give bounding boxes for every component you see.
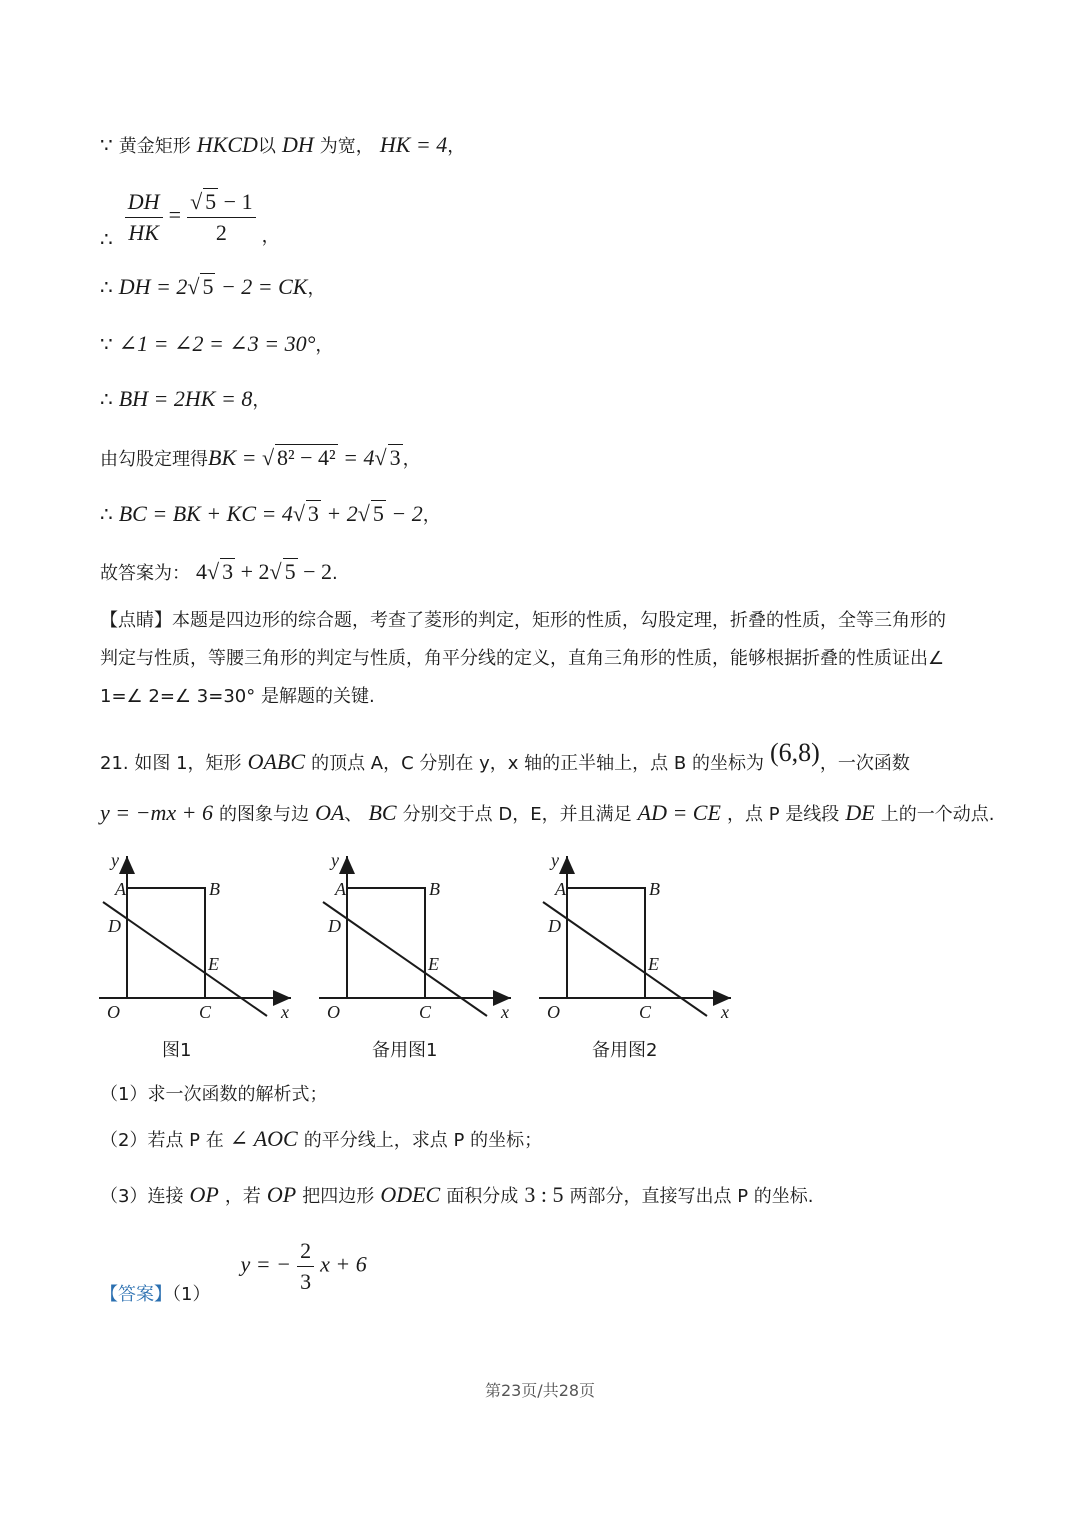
label-y: y [551, 850, 559, 870]
comment-paragraph: 【点睛】本题是四边形的综合题，考查了菱形的判定，矩形的性质，勾股定理，折叠的性质，全等三角形的 判定与性质，等腰三角形的判定与性质，角平分线的定义，直角三角形的性质，能够根据折叠的性质证出∠ 1=∠ 2=∠ 3=30° 是解题的关键. [100, 610, 946, 707]
rectangle-oabc [127, 888, 205, 998]
question-1: （1）求一次函数的解析式； [100, 1084, 328, 1105]
label-a: A [115, 879, 126, 899]
label-c: C [639, 1002, 652, 1022]
label-a: A [335, 879, 346, 899]
label-d: D [108, 916, 121, 936]
because-symbol: ∵ [100, 133, 113, 157]
label-e: E [648, 954, 659, 974]
label-d: D [548, 916, 561, 936]
fraction-dh-hk: $\frac{DH}{HK}$ [125, 189, 163, 246]
solution-line-4: ∵ ∠1 = ∠2 = ∠3 = 30°， [100, 331, 334, 356]
solution-line-1: ∵ 黄金矩形 HKCD以 DH 为宽， HK = 4， [100, 132, 466, 157]
label-d: D [328, 916, 341, 936]
rectangle-oabc [567, 888, 645, 998]
label-e: E [208, 954, 219, 974]
label-c: C [199, 1002, 212, 1022]
label-b: B [209, 879, 220, 899]
rectangle-oabc [347, 888, 425, 998]
label-y: y [111, 850, 119, 870]
solution-line-5: ∴ BH = 2HK = 8， [100, 386, 271, 411]
figure-1-caption: 图1 [162, 1040, 192, 1061]
answer-line: 故答案为： 4√ 3 + 2√ 5 − 2. [100, 559, 338, 584]
label-o: O [547, 1002, 560, 1022]
figure-backup-1-caption: 备用图1 [372, 1040, 438, 1061]
label-x: x [721, 1002, 729, 1022]
fraction-golden: $\frac{√ 5 - 1}{2}$ [187, 188, 256, 246]
answer-block: 【答案】（1） y = − $\frac{2}{3}$ x + 6 [100, 1238, 367, 1305]
figure-backup-1 [315, 850, 525, 1025]
label-y: y [331, 850, 339, 870]
answer-label: 【答案】 [100, 1283, 172, 1305]
solution-line-3: ∴ DH = 2√ 5 − 2 = CK， [100, 274, 326, 299]
therefore-symbol: ∴ [100, 227, 113, 251]
label-b: B [649, 879, 660, 899]
label-o: O [107, 1002, 120, 1022]
problem-line-2: y = −mx + 6 的图象与边 OA、 BC 分别交于点 D，E，并且满足 AD = CE ，点 P 是线段 DE 上的一个动点. [100, 800, 995, 825]
label-e: E [428, 954, 439, 974]
solution-line-7: ∴ BC = BK + KC = 4√ 3 + 2√ 5 − 2， [100, 501, 441, 526]
label-b: B [429, 879, 440, 899]
page-number: 第23页/共28页 [484, 1381, 596, 1400]
answer-fraction: $\frac{2}{3}$ [297, 1238, 314, 1295]
label-o: O [327, 1002, 340, 1022]
figure-backup-2-caption: 备用图2 [592, 1040, 658, 1061]
label-a: A [555, 879, 566, 899]
label-c: C [419, 1002, 432, 1022]
figure-backup-2 [535, 850, 745, 1025]
figure-1 [95, 850, 305, 1025]
problem-line-1: 21. 如图 1，矩形 OABC 的顶点 A，C 分别在 y，x 轴的正半轴上，点 B 的坐标为 (6,8)，一次函数 [100, 738, 910, 774]
label-x: x [501, 1002, 509, 1022]
solution-line-6: 由勾股定理得BK = √ 8² − 4² = 4√ 3 ， [100, 445, 421, 470]
label-x: x [281, 1002, 289, 1022]
solution-line-2: ∴ $\frac{DH}{HK}$ = $\frac{√ 5 - 1}{2}$ ， [100, 188, 280, 251]
question-2: （2）若点 P 在 ∠ AOC 的平分线上，求点 P 的坐标； [100, 1126, 543, 1151]
question-3: （3）连接 OP ，若 OP 把四边形 ODEC 面积分成 3 : 5 两部分，直接写出点 P 的坐标. [100, 1182, 814, 1207]
